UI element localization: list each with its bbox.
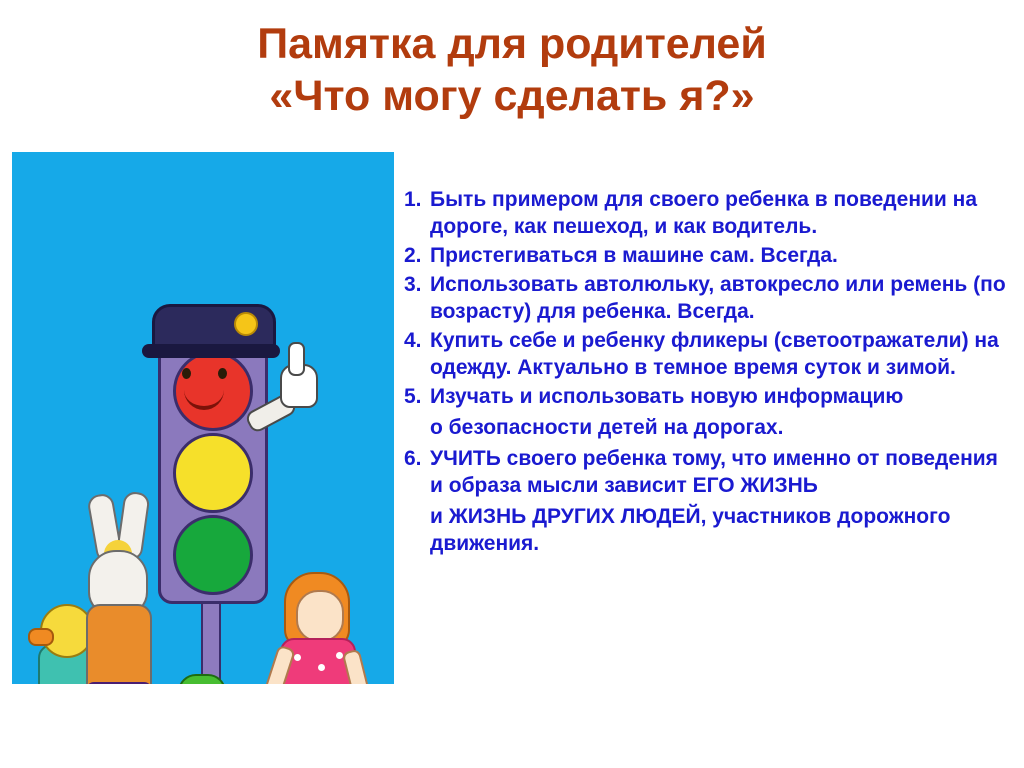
police-cap-badge-icon — [234, 312, 258, 336]
traffic-light-pointing-finger-icon — [288, 342, 305, 376]
list-item — [404, 327, 1016, 381]
list-item — [404, 242, 1016, 269]
list-item — [404, 445, 1016, 499]
recommendations-list — [404, 186, 1016, 561]
list-item-text: Изучать и использовать новую информацию — [430, 385, 904, 408]
list-item-text: УЧИТЬ своего ребенка тому, что именно от поведения и образа мысли зависит ЕГО ЖИЗНЬ — [430, 447, 998, 497]
title-line-1: Памятка для родителей — [257, 20, 767, 68]
duck-beak-icon — [28, 628, 54, 646]
list-item-text: Купить себе и ребенку фликеры (светоотражатели) на одежду. Актуально в темное время суток и зимой. — [430, 329, 999, 379]
list-item — [404, 271, 1016, 325]
list-item — [404, 186, 1016, 240]
dress-dot — [318, 664, 325, 671]
traffic-light-yellow-lamp — [173, 433, 253, 513]
traffic-light-eye-right — [218, 368, 227, 379]
page-title — [0, 18, 1024, 122]
dress-dot — [336, 652, 343, 659]
police-cap-brim-icon — [142, 344, 280, 358]
girl-face-icon — [296, 590, 344, 642]
bunny-body-icon — [86, 604, 152, 684]
list-item-number: 5. — [404, 385, 422, 408]
traffic-light-eye-left — [182, 368, 191, 379]
list-item-text: Использовать автолюльку, автокресло или ремень (по возрасту) для ребенка. Всегда. — [430, 273, 1006, 323]
list-item-text: Быть примером для своего ребенка в поведении на дороге, как пешеход, и как водитель. — [430, 188, 978, 238]
traffic-light-body — [158, 340, 268, 604]
list-item-number: 4. — [404, 329, 422, 352]
list-item-number: 2. — [404, 244, 422, 267]
traffic-light-green-lamp — [173, 515, 253, 595]
list-item-number: 3. — [404, 273, 422, 296]
list-item — [404, 383, 1016, 410]
list-item-text: Пристегиваться в машине сам. Всегда. — [430, 244, 838, 267]
list-item-number: 6. — [404, 447, 422, 470]
title-line-2: «Что могу сделать я?» — [269, 72, 755, 120]
bunny-shorts-icon — [86, 682, 152, 684]
list-item-continuation: и ЖИЗНЬ ДРУГИХ ЛЮДЕЙ, участников дорожного движения. — [430, 505, 951, 555]
illustration-panel — [12, 152, 394, 684]
list-item-continuation: о безопасности детей на дорогах. — [430, 416, 784, 439]
list-item-number: 1. — [404, 188, 422, 211]
dress-dot — [294, 654, 301, 661]
